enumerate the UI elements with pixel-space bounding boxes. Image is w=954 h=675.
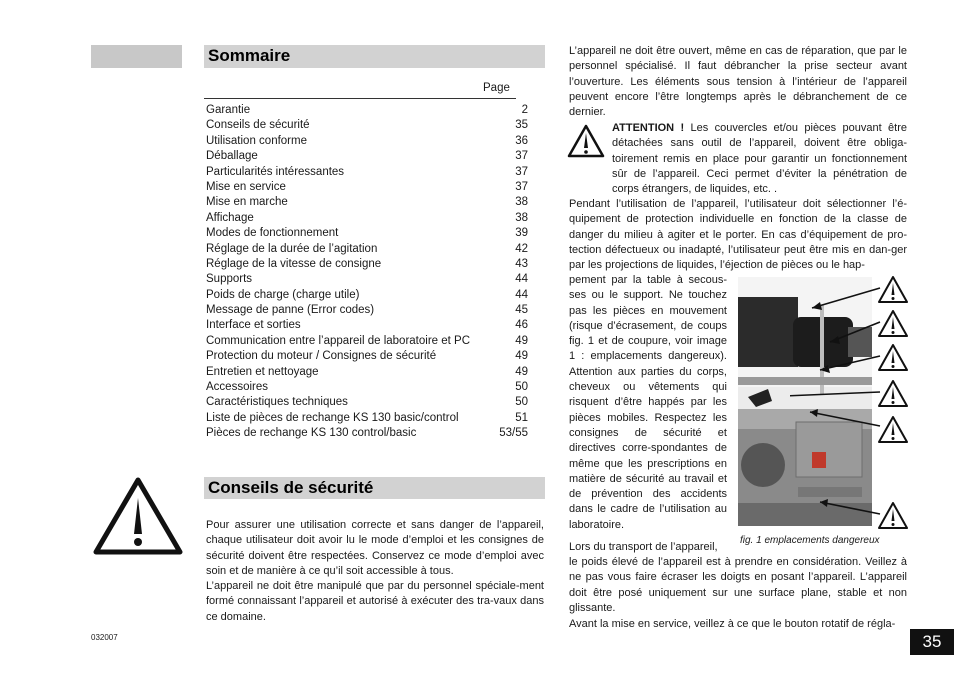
document-code: 032007 [91,633,118,642]
toc-entry-label: Entretien et nettoyage [206,365,319,378]
toc-entry-page: 45 [515,304,528,317]
toc-entry-label: Réglage de la durée de l’agitation [206,242,378,255]
safety-text [206,518,544,625]
toc-entry-label: Supports [206,273,253,286]
toc-entry-page: 2 [521,104,528,116]
toc-entry [206,272,528,287]
toc-entry-label: Déballage [206,150,258,163]
toc-entry-page: 43 [515,257,528,270]
toc-entry-page: 46 [515,319,528,332]
toc-entry [206,149,528,164]
toc-title: Sommaire [204,45,545,68]
toc-entry-page: 39 [515,227,528,240]
toc-entry-page: 37 [515,150,528,163]
warning-small-icon [567,124,605,158]
toc-entry [206,103,528,118]
toc-entry-label: Utilisation conforme [206,134,307,147]
toc-entry-label: Interface et sorties [206,319,301,332]
toc-entry [206,180,528,195]
toc-entry-page: 38 [515,196,528,209]
header-gray-bar [91,45,182,68]
toc-entry [206,395,528,410]
transport-paragraph: le poids élevé de l’appareil est à prendre en considération. Veillez à ne pas vous faire écraser les doigts en posant l’appareil. L’appareil doit être posé uniquement sur une surface plane, stable et non glissante. [569,556,907,614]
transport-start: Lors du transport de l’appareil, [569,541,718,553]
toc-entry-label: Protection du moteur / Consignes de sécurité [206,350,437,363]
toc-entry-page: 49 [515,334,528,347]
toc-page-label: Page [483,82,510,94]
toc-entry-label: Pièces de rechange KS 130 control/basic [206,427,417,440]
toc-entry-page: 51 [515,411,528,424]
toc-entry [206,195,528,210]
toc-divider [204,98,516,99]
toc-entry-label: Mise en service [206,180,286,193]
toc-entry-page: 44 [515,288,528,301]
warning-icon [93,476,183,556]
toc-entry-label: Accessoires [206,381,268,394]
hazard-warning-icon [877,501,909,536]
toc-entry-label: Poids de charge (charge utile) [206,288,360,301]
toc-entry-label: Conseils de sécurité [206,119,310,132]
toc-entry [206,303,528,318]
toc-entry-page: 38 [515,211,528,224]
toc-entry [206,334,528,349]
toc-entry-page: 36 [515,134,528,147]
toc-entry-label: Mise en marche [206,196,288,209]
toc-entry-label: Message de panne (Error codes) [206,304,375,317]
toc-entry-label: Caractéristiques techniques [206,396,348,409]
toc-entry-page: 35 [515,119,528,132]
toc-entry-page: 44 [515,273,528,286]
last-line: Avant la mise en service, veillez à ce que le bouton rotatif de régla- [569,618,896,630]
toc-list [206,103,528,442]
safety-title: Conseils de sécurité [204,477,545,499]
toc-entry-page: 50 [515,381,528,394]
safety-paragraph-1: Pour assurer une utilisation correcte et sans danger de l’appareil, chaque utilisateur doit avoir lu le mode d’emploi et les consignes de sécurité doivent être respectées. Conservez ce mode d’emploi avec soin et de manière à ce qu’il soit accessible à tous. [206,519,544,577]
toc-entry-label: Réglage de la vitesse de consigne [206,257,382,270]
toc-entry-label: Affichage [206,211,254,224]
toc-entry [206,226,528,241]
toc-entry [206,380,528,395]
toc-entry-page: 50 [515,396,528,409]
ppe-paragraph: Pendant l’utilisation de l’appareil, l’utilisateur doit sélectionner l’é-quipement de protection individuelle en fonction de la classe de danger du milieu à agiter et le porter. En cas d’équipement de pro-tection défectueux ou inadapté, l’utilisateur peut être mis en dan-ger par les projections de liquides, l’éjection de pièces ou le hap- [569,198,907,272]
toc-entry [206,349,528,364]
hazard-warning-icon [877,415,909,450]
toc-entry [206,211,528,226]
toc-entry [206,118,528,133]
toc-entry-label: Liste de pièces de rechange KS 130 basic/control [206,411,459,424]
toc-entry-label: Garantie [206,104,251,116]
toc-entry-label: Modes de fonctionnement [206,227,339,240]
hazard-warning-icon [877,275,909,310]
toc-entry [206,365,528,380]
toc-entry-label: Communication entre l’appareil de laboratoire et PC [206,334,471,347]
toc-entry-page: 37 [515,165,528,178]
hazard-warning-icon [877,379,909,414]
toc-entry [206,257,528,272]
toc-entry-page: 42 [515,242,528,255]
toc-entry [206,426,528,441]
toc-entry-page: 37 [515,180,528,193]
toc-entry [206,165,528,180]
opening-warning-paragraph: L’appareil ne doit être ouvert, même en cas de réparation, que par le personnel spécialisé. Il faut débrancher la prise secteur avant l’ouverture. Les éléments sous tension à l’intérieur de l’appareil peuvent encore l’être longtemps après le débranchement de ce dernier. [569,45,907,119]
hazard-warning-icon [877,309,909,344]
toc-entry-page: 49 [515,350,528,363]
safety-paragraph-2: L’appareil ne doit être manipulé que par du personnel spéciale-ment formé connaissant l’appareil et autorisé à exécuter des tra-vaux dans ce domaine. [206,580,544,623]
toc-entry [206,134,528,149]
toc-entry [206,411,528,426]
hazard-warning-icon [877,343,909,378]
attention-paragraph [612,121,907,197]
toc-entry-page: 49 [515,365,528,378]
moving-parts-paragraph: pement par la table à secous-ses ou le support. Ne touchez pas les pièces en mouvement (risque d’écrasement, de coups fig. 1 et de coupure, voir image 1 : emplacements dangereux). Attention aux parties du corps, cheveux ou vêtements qui risquent d’être happés par les pièces mobiles. Respectez les consignes de sécurité et directives corre-spondantes de même que les prescriptions en matière de sécurité au travail et de prévention des accidents dans le cadre de l’utilisation au laboratoire. [569,274,727,531]
toc-entry-label: Particularités intéressantes [206,165,345,178]
figure-caption: fig. 1 emplacements dangereux [740,535,880,546]
attention-text: Les couvercles et/ou pièces pouvant être détachées sans outil de l’appareil, doivent être obliga-toirement remis en place pour garantir un fonctionnement sûr de l’appareil. Ceci permet d’éviter la pénétration de corps étrangers, de liquides, etc. . [612,122,908,196]
toc-entry-page: 53/55 [499,427,528,440]
attention-label: ATTENTION ! [612,122,685,134]
page-number: 35 [910,629,954,655]
toc-entry [206,318,528,333]
toc-entry [206,242,528,257]
toc-entry [206,288,528,303]
